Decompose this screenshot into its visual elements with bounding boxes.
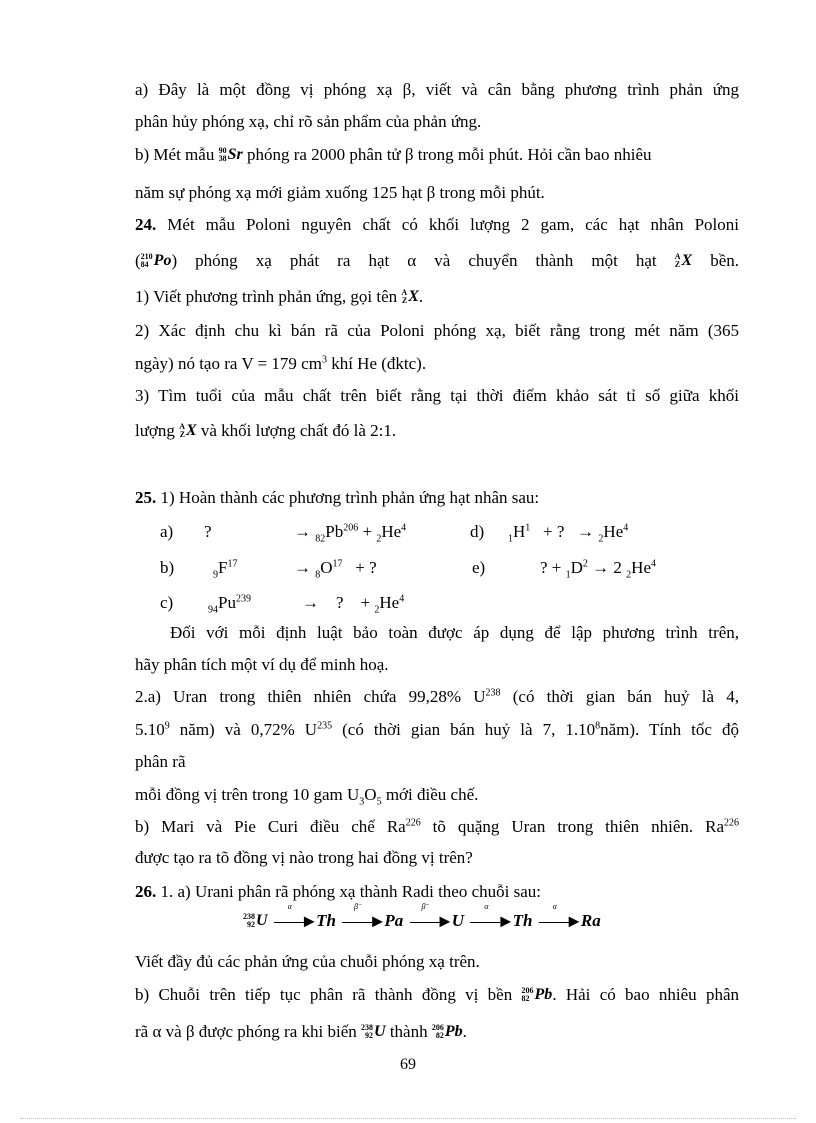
chain-th: Th xyxy=(512,911,533,930)
text-line: phân rã xyxy=(135,752,186,771)
chain-th: Th xyxy=(316,911,336,930)
decay-arrow-alpha: α ▶ xyxy=(539,911,575,931)
text-line: 3) Tìm tuổi của mẫu chất trên biết rằng tại thời điểm khảo sát tỉ số giữa khối xyxy=(135,386,739,405)
text-line: ngày) nó tạo ra V = 179 $cm^3$ khí He (đktc). xyxy=(135,354,427,373)
text-line: b) Mari và Pie Curi điều chế Ra$^{226}$ tõ quặng Uran trong thiên nhiên. Ra$^{226}$ xyxy=(135,817,739,836)
decay-arrow-beta: β⁻ ▶ xyxy=(410,911,446,931)
nuclide-x: A Z X xyxy=(674,252,693,270)
nuclide-x: A Z X xyxy=(401,288,419,306)
nuclide-u238: 238 92 U xyxy=(243,912,268,930)
text-line: năm sự phóng xạ mới giảm xuống 125 hạt β trong mỗi phút. xyxy=(135,183,545,202)
text-line: rã α và β được phóng ra khi biến 238 92 U thành 206 82 Pb. xyxy=(135,1020,739,1045)
text-line: Đối với mỗi định luật bảo toàn được áp dụng để lập phương trình trên, xyxy=(170,623,739,642)
text-line: 25. 1) Hoàn thành các phương trình phản ứng hạt nhân sau: xyxy=(135,488,540,507)
nuclide-u238: 238 92 U xyxy=(361,1023,386,1041)
page-number: 69 xyxy=(400,1056,416,1073)
chain-pa: Pa xyxy=(384,911,404,930)
text-line: 5.10$^9$ năm) và 0,72% $U^{235}$ (có thời gian bán huỷ là 7, 1.10$^8$năm). Tính tốc độ xyxy=(135,720,739,739)
decay-arrow-alpha: α ▶ xyxy=(274,911,310,931)
text-line: mỗi đồng vị trên trong 10 gam $U_3O_5$ mới điều chế. xyxy=(135,785,479,808)
footer-divider xyxy=(20,1118,796,1119)
nuclide-pb206: 206 82 Pb xyxy=(521,986,553,1004)
text-line: phân hủy phóng xạ, chỉ rõ sản phẩm của phản ứng. xyxy=(135,112,482,131)
decay-arrow-alpha: α ▶ xyxy=(470,911,506,931)
text-line: ( 210 84 Po) phóng xạ phát ra hạt α và chuyển thành một hạt A Z X bền. xyxy=(135,249,739,274)
text-line: hãy phân tích một ví dụ để minh hoạ. xyxy=(135,655,389,674)
text-line: 2.a) Uran trong thiên nhiên chứa 99,28% $U^{238}$ (có thời gian bán huỷ là 4, xyxy=(135,687,739,706)
text-line: 2) Xác định chu kì bán rã của Poloni phóng xạ, biết rằng trong mét năm (365 xyxy=(135,321,739,340)
text-line: lượng A Z X và khối lượng chất đó là 2:1. xyxy=(135,419,739,444)
text-line: 26. 1. a) Urani phân rã phóng xạ thành Radi theo chuỗi sau: xyxy=(135,882,542,901)
text-line: b) Chuỗi trên tiếp tục phân rã thành đồng vị bền 206 82 Pb. Hải có bao nhiêu phân xyxy=(135,983,739,1008)
text-line: b) Mét mẫu 90 38 Sr phóng ra 2000 phân tử β trong mỗi phút. Hỏi cần bao nhiêu xyxy=(135,143,739,168)
nuclide-x: A Z X xyxy=(179,422,197,440)
document-page: a) Đây là một đồng vị phóng xạ β, viết và cân bằng phương trình phản ứng phân hủy phóng xạ, chỉ rõ sản phẩm của phản ứng. b) Mét mẫu 90 38 Sr phóng ra 2000 phân tử β trong mỗi phút. Hỏi cần bao nhiêu năm sự phóng xạ mới giảm xuống 125 hạt β trong mỗi phút. 24. Mét mẫu Poloni nguyên chất có khối lượng 2 gam, các hạt nhân Poloni ( 210 84 Po) phóng xạ phát ra hạt α và chuyển thành một hạt A Z X bền. 1) Viết phương trình phản ứng, gọi tên A Z X. 2) Xác định chu kì bán rã của Poloni phóng xạ, biết rằng trong mét năm (365 ngày) nó tạo ra V = 179 $cm^3$ khí He (đktc). 3) Tìm tuổi của mẫu chất trên biết rằng tại thời điểm khảo sát tỉ số giữa khối lượng A Z X và khối lượng chất đó là 2:1. 25. 1) Hoàn thành các phương trình phản ứng hạt nhân sau: a) ? → $_{82}Pb^{206} + _2He^4$ d) $_1H^1$ + ? → $_2He^4$ b) $_9F^{17}$ → $_8O^{17}$ + ? e) ? + $_1D^2 \to 2$ $_2He^4$ c) $_{94}Pu^{239}$ → ? + $_2He^4$ Đối với mỗi định luật bảo toàn được áp dụng để lập phương trình trên, hãy phân tích một ví dụ để minh hoạ. 2.a) Uran trong thiên nhiên chứa 99,28% $U^{238}$ (có thời gian bán huỷ là 4, 5.10$^9$ năm) và 0,72% $U^{235}$ (có thời gian bán huỷ là 7, 1.10$^8$năm). Tính tốc độ phân rã mỗi đồng vị trên trong 10 gam $U_3O_5$ mới điều chế. b) Mari và Pie Curi điều chế Ra$^{226}$ tõ quặng Uran trong thiên nhiên. Ra$^{226}$ được tạo ra tõ đồng vị nào trong hai đồng vị trên? 26. 1. a) Urani phân rã phóng xạ thành Radi theo chuỗi sau: 238 92 U α ▶ Th β⁻ ▶ Pa β⁻ ▶ U α ▶ Th α ▶ Ra Viết đầy đủ các phản ứng của chuỗi phóng xạ trên. b) Chuỗi trên tiếp tục phân rã thành đồng vị bền 206 82 Pb. Hải có bao nhiêu phân rã α và β được phóng ra khi biến 238 92 U thành 206 82 Pb. 69 xyxy=(0,0,816,1123)
chain-u: U xyxy=(451,911,465,930)
nuclide-sr90: 90 38 Sr xyxy=(218,146,243,164)
text-line: 1) Viết phương trình phản ứng, gọi tên A Z X. xyxy=(135,285,739,310)
decay-chain xyxy=(243,902,601,931)
text-line: Viết đầy đủ các phản ứng của chuỗi phóng xạ trên. xyxy=(135,952,480,971)
text-line: 24. Mét mẫu Poloni nguyên chất có khối lượng 2 gam, các hạt nhân Poloni xyxy=(135,215,740,234)
text-line: a) Đây là một đồng vị phóng xạ β, viết và cân bằng phương trình phản ứng xyxy=(135,80,739,99)
nuclide-pb206: 206 82 Pb xyxy=(431,1023,463,1041)
nuclide-po210: 210 84 Po xyxy=(140,252,172,270)
decay-arrow-beta: β⁻ ▶ xyxy=(342,911,378,931)
text-line: được tạo ra tõ đồng vị nào trong hai đồng vị trên? xyxy=(135,848,473,867)
chain-ra: Ra xyxy=(580,911,601,930)
